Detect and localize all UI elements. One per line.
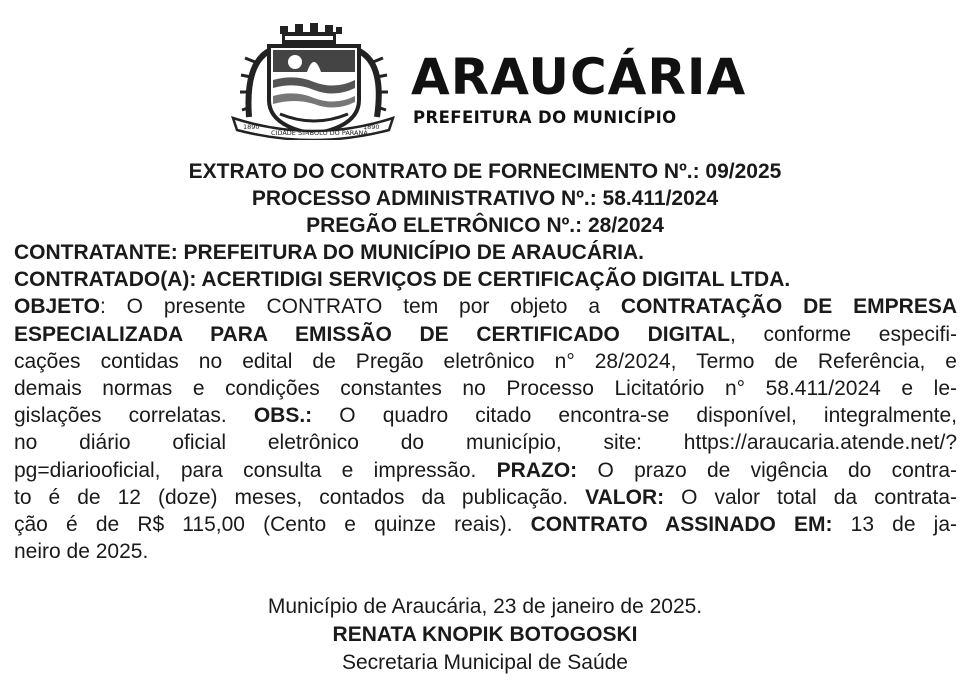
body-line: ESPECIALIZADA PARA EMISSÃO DE CERTIFICADO DIGITAL, conforme especifi- xyxy=(14,322,957,346)
brand-name: ARAUCÁRIA xyxy=(411,48,747,106)
document-titles xyxy=(0,158,970,239)
title-process: PROCESSO ADMINISTRATIVO Nº.: 58.411/2024 xyxy=(251,187,719,210)
body-line: to é de 12 (doze) meses, contados da publicação. VALOR: O valor total da contrata- xyxy=(14,485,957,509)
prazo-label: PRAZO: xyxy=(496,458,578,482)
signer-role: Secretaria Municipal de Saúde xyxy=(341,651,628,674)
title-contract: EXTRATO DO CONTRATO DE FORNECIMENTO Nº.: 09/2025 xyxy=(188,160,782,183)
body-line: OBJETO: O presente CONTRATO tem por objeto a CONTRATAÇÃO DE EMPRESA xyxy=(14,295,957,319)
contratado-line: CONTRATADO(A): ACERTIDIGI SERVIÇOS DE CERTIFICAÇÃO DIGITAL LTDA. xyxy=(14,268,791,292)
svg-text:CIDADE SÍMBOLO DO PARANÁ: CIDADE SÍMBOLO DO PARANÁ xyxy=(271,129,368,137)
body-line: neiro de 2025. xyxy=(14,540,149,564)
place-date: Município de Araucária, 23 de janeiro de 2025. xyxy=(267,595,703,618)
svg-text:1890: 1890 xyxy=(243,123,260,131)
obs-label: OBS.: xyxy=(253,404,313,428)
signer-name: RENATA KNOPIK BOTOGOSKI xyxy=(332,623,638,646)
title-auction: PREGÃO ELETRÔNICO Nº.: 28/2024 xyxy=(306,214,664,237)
body-line: cações contidas no edital de Pregão eletrônico n° 28/2024, Termo de Referência, e xyxy=(14,349,957,373)
svg-text:1890: 1890 xyxy=(363,123,380,131)
body-line: pg=diariooficial, para consulta e impressão. PRAZO: O prazo de vigência do contra- xyxy=(14,458,957,482)
brand-subtitle: PREFEITURA DO MUNICÍPIO xyxy=(413,108,677,127)
municipal-coat-of-arms-icon xyxy=(225,22,400,140)
signature-block xyxy=(0,593,970,677)
objeto-label: OBJETO xyxy=(14,295,100,319)
contract-body xyxy=(14,239,957,565)
contratante-line: CONTRATANTE: PREFEITURA DO MUNICÍPIO DE ARAUCÁRIA. xyxy=(14,241,644,264)
valor-label: VALOR: xyxy=(585,485,665,509)
body-line: no diário oficial eletrônico do município, site: https://araucaria.atende.net/? xyxy=(14,431,957,455)
contrato-assinado-label: CONTRATO ASSINADO EM: xyxy=(530,513,833,537)
body-line: ção é de R$ 115,00 (Cento e quinze reais). CONTRATO ASSINADO EM: 13 de ja- xyxy=(14,513,957,537)
body-line: gislações correlatas. OBS.: O quadro citado encontra-se disponível, integralmente, xyxy=(14,404,957,428)
body-line: demais normas e condições constantes no Processo Licitatório n° 58.411/2024 e le- xyxy=(14,377,957,401)
header xyxy=(225,22,755,140)
